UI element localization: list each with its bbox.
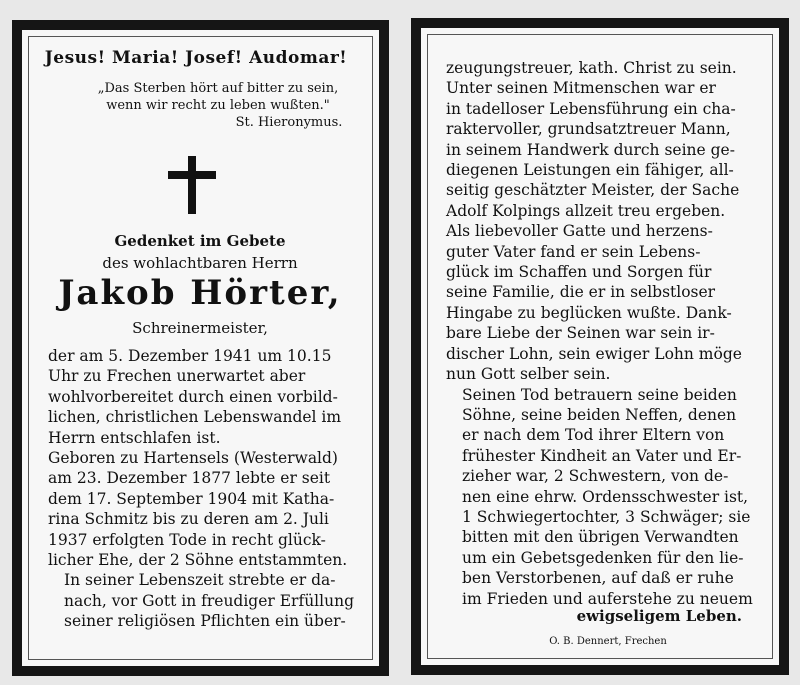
quote — [72, 80, 364, 114]
text-line: Als liebevoller Gatte und herzens- — [446, 222, 713, 241]
quote-line-1: „Das Sterben hört auf bitter zu sein, — [97, 81, 339, 96]
quote-line-2: wenn wir recht zu leben wußten." — [106, 98, 330, 113]
text-line: in seinem Handwerk durch seine ge- — [446, 140, 735, 159]
quote-author: St. Hieronymus. — [235, 115, 343, 130]
left-body-text — [48, 346, 361, 632]
text-line: Söhne, seine beiden Neffen, denen — [462, 405, 737, 424]
text-line: Unter seinen Mitmenschen war er — [446, 79, 716, 98]
text-line: nen eine ehrw. Ordensschwester ist, — [462, 487, 749, 506]
text-line: discher Lohn, sein ewiger Lohn möge — [446, 344, 742, 363]
cross-vertical-bar — [188, 156, 196, 214]
left-paragraph-1 — [48, 346, 361, 448]
text-line: zeugungstreuer, kath. Christ zu sein. — [446, 59, 737, 77]
intro-line-1: Gedenket im Gebete — [114, 232, 286, 250]
right-paragraph-1 — [446, 58, 760, 385]
right-paragraph-2 — [446, 385, 760, 609]
left-paragraph-2 — [48, 448, 361, 570]
text-line: in tadelloser Lebensführung ein cha- — [446, 99, 736, 118]
text-line: diegenen Leistungen ein fähiger, all- — [446, 161, 734, 180]
text-line: seiner religiösen Pflichten ein über- — [64, 612, 346, 631]
text-line: lichen, christlichen Lebenswandel im — [48, 408, 342, 427]
text-line: bitten mit den übrigen Verwandten — [462, 528, 739, 547]
text-line: am 23. Dezember 1877 lebte er seit — [48, 469, 331, 488]
printer-imprint: O. B. Dennert, Frechen — [549, 636, 667, 647]
cross-horizontal-bar — [168, 171, 216, 179]
text-line: Hingabe zu beglücken wußte. Dank- — [446, 303, 732, 322]
text-line: 1 Schwiegertochter, 3 Schwäger; sie — [462, 507, 751, 526]
right-body-text — [446, 58, 760, 609]
text-line: frühester Kindheit an Vater und Er- — [462, 446, 742, 465]
text-line: zieher war, 2 Schwestern, von de- — [462, 467, 729, 486]
deceased-name: Jakob Hörter, — [58, 273, 342, 313]
text-line: Geboren zu Hartensels (Westerwald) — [48, 449, 338, 468]
text-line: seitig geschätzter Meister, der Sache — [446, 181, 740, 200]
left-paragraph-3 — [48, 570, 361, 631]
text-line: dem 17. September 1904 mit Katha- — [48, 489, 335, 508]
header-invocation: Jesus! Maria! Josef! Audomar! — [44, 48, 348, 68]
text-line: raktervoller, grundsatztreuer Mann, — [446, 120, 731, 139]
text-line: Seinen Tod betrauern seine beiden — [462, 385, 737, 404]
text-line: Herrn entschlafen ist. — [48, 428, 221, 447]
text-line: der am 5. Dezember 1941 um 10.15 — [48, 347, 332, 365]
text-line: 1937 erfolgten Tode in recht glück- — [48, 530, 326, 549]
text-line: Uhr zu Frechen unerwartet aber — [48, 367, 306, 386]
text-line: ben Verstorbenen, auf daß er ruhe — [462, 569, 734, 588]
text-line: er nach dem Tod ihrer Eltern von — [462, 426, 725, 445]
text-line: guter Vater fand er sein Lebens- — [446, 242, 701, 261]
cross-icon — [168, 156, 216, 214]
intro-line-2: des wohlachtbaren Herrn — [102, 254, 298, 272]
text-line: nach, vor Gott in freudiger Erfüllung — [64, 591, 354, 610]
text-line: im Frieden und auferstehe zu neuem — [462, 589, 753, 608]
text-line: bare Liebe der Seinen war sein ir- — [446, 324, 715, 343]
deceased-occupation: Schreinermeister, — [132, 319, 268, 337]
closing-phrase: ewigseligem Leben. — [576, 607, 742, 625]
text-line: seine Familie, die er in selbstloser — [446, 283, 716, 302]
text-line: In seiner Lebenszeit strebte er da- — [64, 571, 336, 590]
text-line: nun Gott selber sein. — [446, 365, 611, 384]
text-line: rina Schmitz bis zu deren am 2. Juli — [48, 510, 329, 529]
text-line: wohlvorbereitet durch einen vorbild- — [48, 387, 338, 406]
text-line: um ein Gebetsgedenken für den lie- — [462, 548, 744, 567]
text-line: licher Ehe, der 2 Söhne entstammten. — [48, 551, 348, 570]
text-line: glück im Schaffen und Sorgen für — [446, 263, 712, 282]
memorial-intro — [40, 230, 360, 274]
text-line: Adolf Kolpings allzeit treu ergeben. — [446, 201, 726, 220]
